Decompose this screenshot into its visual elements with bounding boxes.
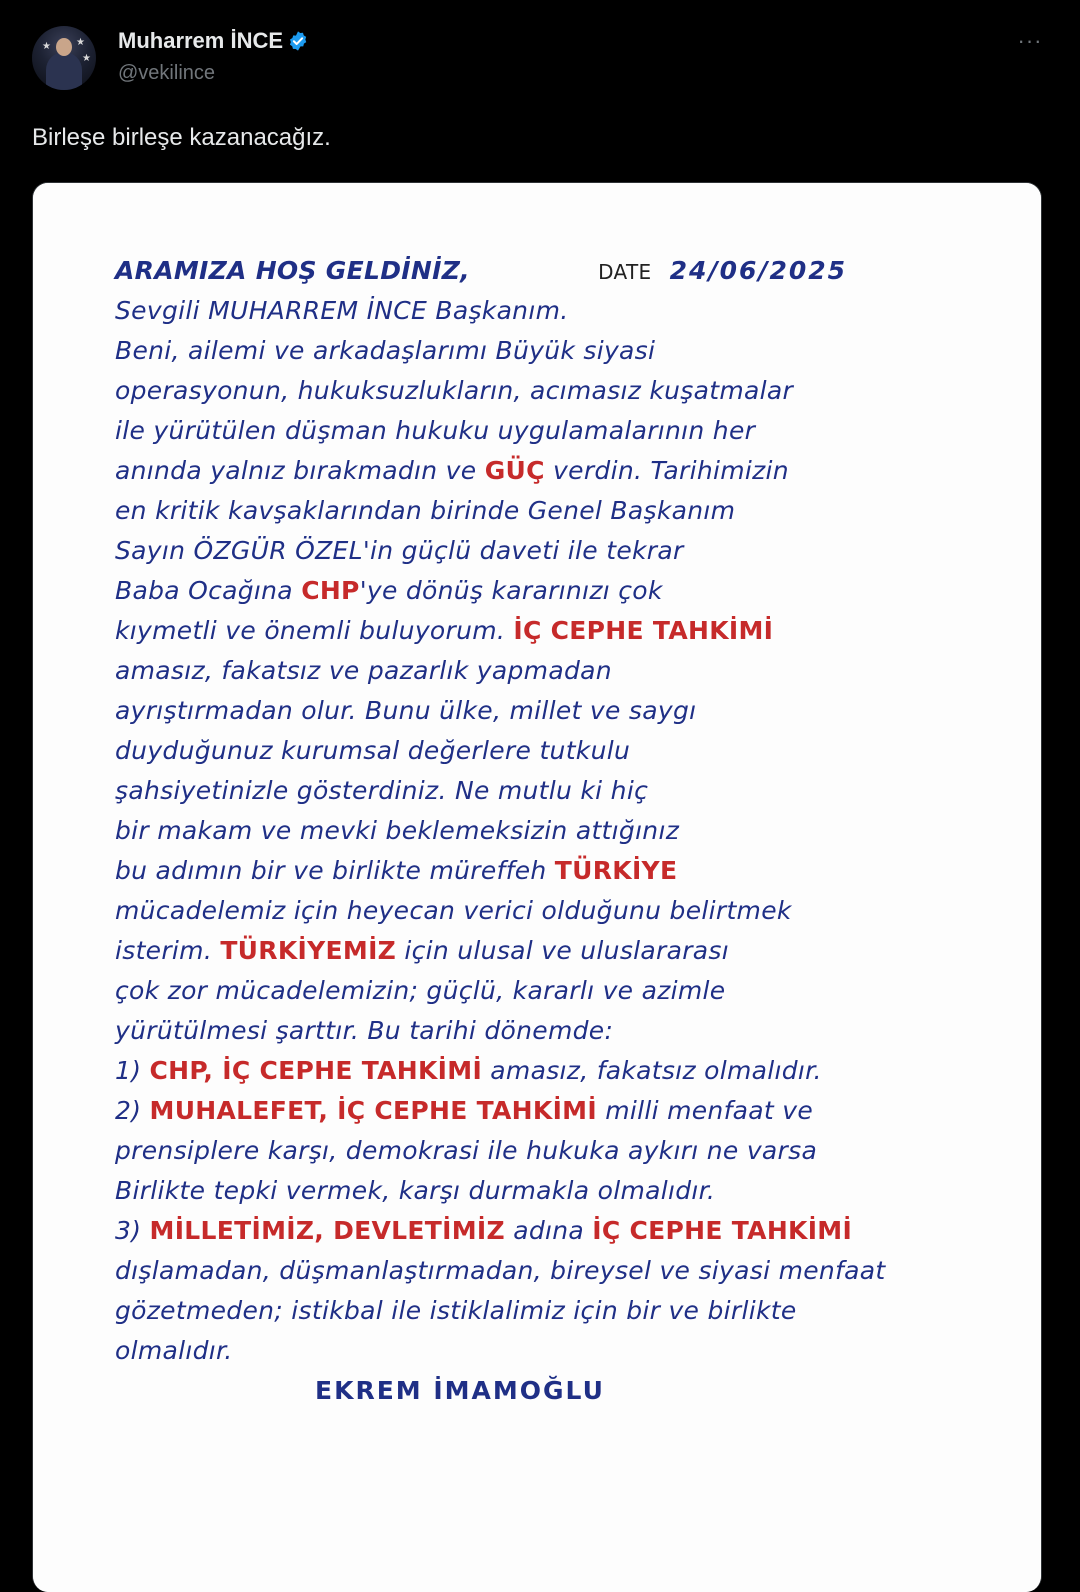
letter-line — [115, 1091, 995, 1131]
letter-line — [115, 1011, 995, 1051]
letter-text: Sevgili MUHARREM İNCE Başkanım. — [115, 296, 569, 325]
letter-text: amasız, fakatsız olmalıdır. — [482, 1056, 822, 1085]
letter-line — [115, 291, 995, 331]
letter-line — [115, 531, 995, 571]
letter-line — [115, 651, 995, 691]
letter-highlight: TÜRKİYEMİZ — [220, 936, 397, 965]
letter-text: Sayın ÖZGÜR ÖZEL'in güçlü daveti ile tekrar — [115, 536, 684, 565]
letter-line — [115, 1171, 995, 1211]
letter-highlight: İÇ CEPHE TAHKİMİ — [592, 1216, 853, 1245]
letter-line — [115, 931, 995, 971]
letter-line — [115, 1291, 995, 1331]
more-options-icon[interactable]: ··· — [1017, 28, 1043, 53]
letter-line — [115, 891, 995, 931]
author-name-row[interactable] — [118, 28, 309, 54]
letter-line — [115, 1131, 995, 1171]
letter-line — [115, 691, 995, 731]
letter-text: çok zor mücadelemizin; güçlü, kararlı ve azimle — [115, 976, 726, 1005]
letter-text: 1) — [115, 1056, 150, 1085]
letter-text: milli menfaat ve — [596, 1096, 814, 1125]
letter-text: bu adımın bir ve birlikte müreffeh — [115, 856, 555, 885]
letter-lines — [115, 291, 995, 1371]
letter-text: Birlikte tepki vermek, karşı durmakla olmalıdır. — [115, 1176, 716, 1205]
letter-highlight: MİLLETİMİZ, DEVLETİMİZ — [149, 1216, 505, 1245]
letter-header-line — [115, 251, 995, 291]
letter-line — [115, 851, 995, 891]
avatar-head — [56, 38, 72, 56]
letter-body — [115, 251, 995, 1411]
letter-text: duyduğunuz kurumsal değerlere tutkulu — [115, 736, 631, 765]
letter-text: isterim. — [115, 936, 221, 965]
avatar-figure — [46, 52, 82, 90]
letter-text: Baba Ocağına — [115, 576, 302, 605]
letter-text: şahsiyetinizle gösterdiniz. Ne mutlu ki hiç — [115, 776, 649, 805]
letter-text: anında yalnız bırakmadın ve — [115, 456, 485, 485]
letter-text: mücadelemiz için heyecan verici olduğunu belirtmek — [115, 896, 792, 925]
letter-text: 'ye dönüş kararınızı çok — [359, 576, 663, 605]
letter-highlight: GÜÇ — [484, 456, 545, 485]
letter-text: dışlamadan, düşmanlaştırmadan, bireysel ve siyasi menfaat — [115, 1256, 886, 1285]
letter-highlight: CHP — [301, 576, 360, 605]
star-icon: ★ — [76, 37, 85, 48]
star-icon: ★ — [42, 41, 51, 52]
letter-line — [115, 571, 995, 611]
letter-highlight: MUHALEFET, İÇ CEPHE TAHKİMİ — [149, 1096, 597, 1125]
letter-highlight: İÇ CEPHE TAHKİMİ — [513, 616, 774, 645]
letter-line — [115, 1251, 995, 1291]
letter-text: için ulusal ve uluslararası — [396, 936, 729, 965]
letter-text: en kritik kavşaklarından birinde Genel Başkanım — [115, 496, 736, 525]
letter-text: gözetmeden; istikbal ile istiklalimiz için bir ve birlikte — [115, 1296, 797, 1325]
letter-line — [115, 451, 995, 491]
letter-text: olmalıdır. — [115, 1336, 233, 1365]
post-text: Birleşe birleşe kazanacağız. — [32, 124, 331, 151]
letter-text: bir makam ve mevki beklemeksizin attığınız — [115, 816, 680, 845]
letter-text: ile yürütülen düşman hukuku uygulamalarının her — [115, 416, 756, 445]
letter-text: ayrıştırmadan olur. Bunu ülke, millet ve saygı — [115, 696, 697, 725]
letter-line — [115, 611, 995, 651]
letter-text: kıymetli ve önemli buluyorum. — [115, 616, 514, 645]
letter-line — [115, 411, 995, 451]
letter-line — [115, 771, 995, 811]
letter-text: operasyonun, hukuksuzlukların, acımasız kuşatmalar — [115, 376, 794, 405]
author-name[interactable]: Muharrem İNCE — [118, 28, 284, 53]
letter-text: Beni, ailemi ve arkadaşlarımı Büyük siyasi — [115, 336, 656, 365]
author-handle[interactable]: @vekilince — [118, 62, 216, 84]
letter-signature: EKREM İMAMOĞLU — [315, 1376, 605, 1405]
letter-line — [115, 371, 995, 411]
avatar[interactable] — [32, 26, 96, 90]
letter-signature-line — [115, 1371, 995, 1411]
letter-line — [115, 331, 995, 371]
letter-line — [115, 1211, 995, 1251]
post-image[interactable] — [32, 182, 1042, 1592]
letter-highlight: CHP, İÇ CEPHE TAHKİMİ — [149, 1056, 483, 1085]
letter-text: prensiplere karşı, demokrasi ile hukuka aykırı ne varsa — [115, 1136, 818, 1165]
handwritten-letter — [33, 183, 1041, 1592]
letter-highlight: TÜRKİYE — [554, 856, 678, 885]
letter-line — [115, 731, 995, 771]
date-value: 24/06/2025 — [669, 256, 848, 285]
star-icon: ★ — [82, 53, 91, 64]
letter-date — [598, 251, 847, 292]
letter-line — [115, 811, 995, 851]
letter-greeting: ARAMIZA HOŞ GELDİNİZ, — [115, 256, 470, 285]
letter-text: verdin. Tarihimizin — [544, 456, 789, 485]
post-header — [32, 22, 1048, 94]
letter-text: 3) — [115, 1216, 150, 1245]
letter-text: amasız, fakatsız ve pazarlık yapmadan — [115, 656, 612, 685]
letter-text: adına — [504, 1216, 593, 1245]
letter-line — [115, 1051, 995, 1091]
date-label: DATE — [598, 260, 652, 284]
letter-line — [115, 491, 995, 531]
letter-text: 2) — [115, 1096, 150, 1125]
letter-line — [115, 971, 995, 1011]
letter-line — [115, 1331, 995, 1371]
letter-text: yürütülmesi şarttır. Bu tarihi dönemde: — [115, 1016, 614, 1045]
verified-badge-icon — [287, 30, 309, 52]
